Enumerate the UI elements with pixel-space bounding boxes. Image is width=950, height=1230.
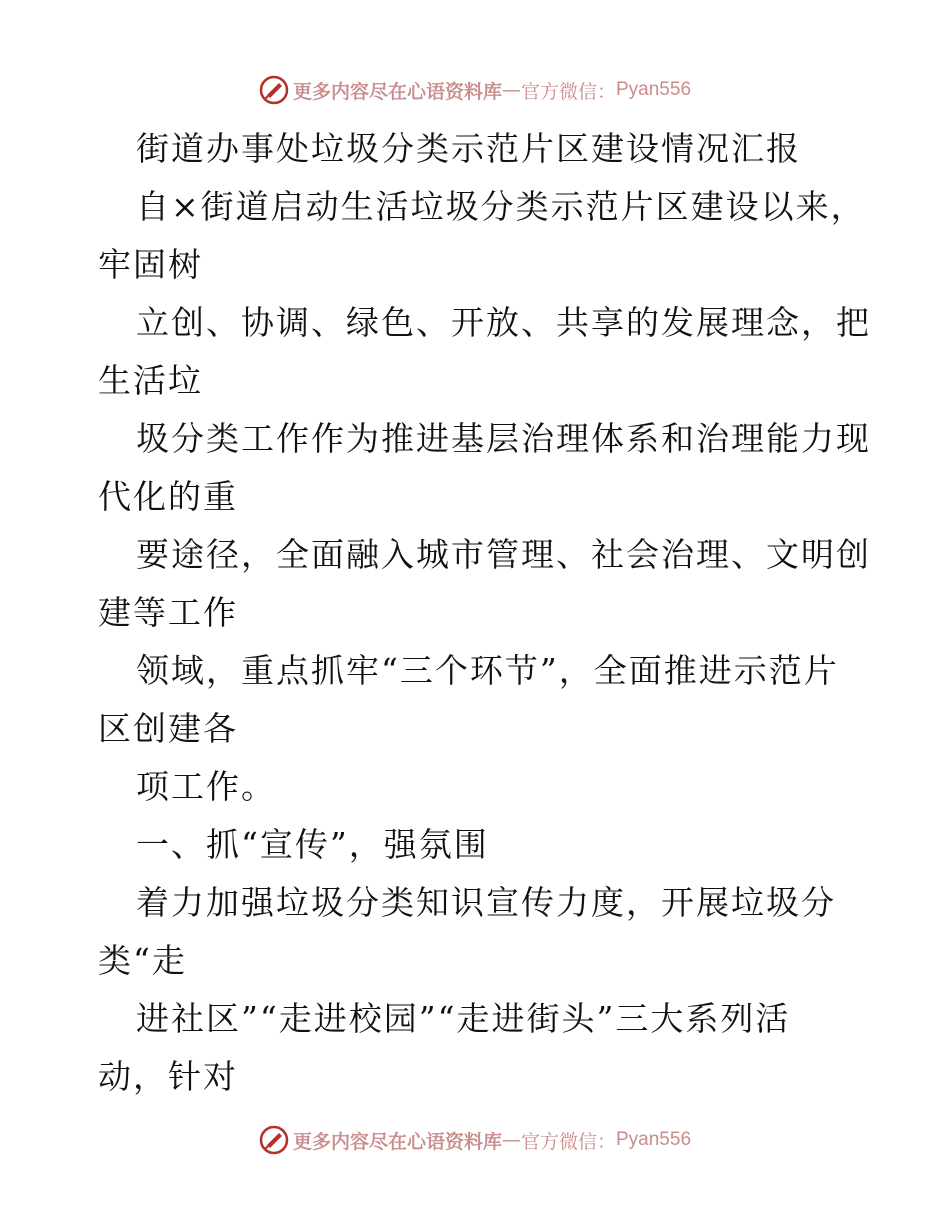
paragraph-line: 建等工作 xyxy=(98,593,238,632)
document-title: 街道办事处垃圾分类示范片区建设情况汇报 xyxy=(136,129,801,168)
paragraph-line: 圾分类工作作为推进基层治理体系和治理能力现 xyxy=(136,419,871,458)
paragraph-line: 动，针对 xyxy=(98,1057,238,1096)
footer-contact-id: Pyan556 xyxy=(616,1129,692,1150)
footer-brand-text: 更多内容尽在心语资料库 xyxy=(292,1130,502,1153)
paragraph-line: 项工作。 xyxy=(136,767,276,806)
footer-separator: — xyxy=(501,1129,521,1151)
paragraph-line: 牢固树 xyxy=(98,245,203,284)
paragraph-line: 着力加强垃圾分类知识宣传力度，开展垃圾分 xyxy=(136,883,836,922)
logo-icon xyxy=(259,1125,289,1155)
paragraph-line: 区创建各 xyxy=(98,709,238,748)
footer-banner xyxy=(0,1120,950,1160)
paragraph-line: 代化的重 xyxy=(98,477,238,516)
paragraph-line: 领域，重点抓牢“三个环节”，全面推进示范片 xyxy=(136,651,839,690)
paragraph-line: 进社区”“走进校园”“走进街头”三大系列活 xyxy=(136,999,791,1038)
paragraph-line: 自×街道启动生活垃圾分类示范片区建设以来， xyxy=(136,187,866,226)
paragraph-line: 立创、协调、绿色、开放、共享的发展理念，把 xyxy=(136,303,871,342)
paragraph-line: 要途径，全面融入城市管理、社会治理、文明创 xyxy=(136,535,871,574)
header-separator: — xyxy=(501,79,521,101)
paragraph-line: 生活垃 xyxy=(98,361,203,400)
header-banner xyxy=(0,70,950,110)
footer-contact-label: 官方微信： xyxy=(520,1130,616,1153)
header-contact-label: 官方微信： xyxy=(520,80,616,103)
paragraph-line: 类“走 xyxy=(98,941,187,980)
header-brand-text: 更多内容尽在心语资料库 xyxy=(292,80,502,103)
header-contact-id: Pyan556 xyxy=(616,79,692,100)
logo-icon xyxy=(259,75,289,105)
section-heading: 一、抓“宣传”，强氛围 xyxy=(136,825,489,864)
document-body xyxy=(98,120,871,1106)
